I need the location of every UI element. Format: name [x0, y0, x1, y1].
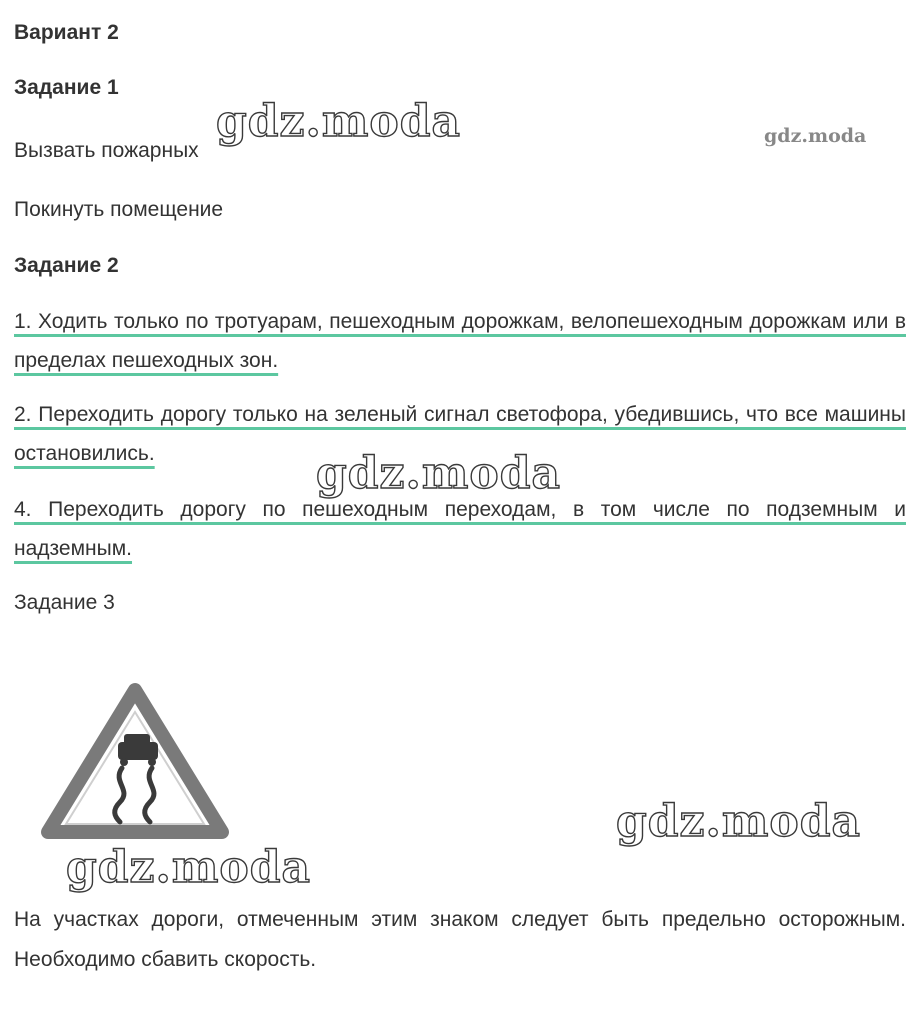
task2-item-2-text: 2. Переходить дорогу только на зеленый сигнал светофора, убедившись, что все машины остановились. [14, 403, 906, 465]
variant-title: Вариант 2 [14, 21, 119, 44]
watermark-logo: gdz.moda [316, 448, 562, 499]
task1-item-2: Покинуть помещение [14, 198, 224, 221]
slippery-road-sign-icon [40, 682, 230, 842]
task2-heading: Задание 2 [14, 254, 119, 277]
task2-item-1-text: 1. Ходить только по тротуарам, пешеходным дорожкам, велопешеходным дорожкам или в пределах пешеходных зон. [14, 310, 906, 372]
task2-item-3 [14, 490, 906, 568]
task1-item-1: Вызвать пожарных [14, 139, 199, 162]
watermark-logo: gdz.moda [216, 96, 462, 147]
task3-answer: На участках дороги, отмеченным этим знаком следует быть предельно осторожным. Необходимо сбавить скорость. [14, 908, 906, 971]
watermark-logo: gdz.moda [616, 796, 862, 847]
watermark-logo: gdz.moda [66, 842, 312, 893]
task2-item-3-text: 4. Переходить дорогу по пешеходным переходам, в том числе по подземным и надземным. [14, 498, 906, 560]
task2-item-1 [14, 302, 906, 380]
task3-heading: Задание 3 [14, 591, 115, 614]
watermark-logo-small: gdz.moda [764, 125, 867, 147]
task1-heading: Задание 1 [14, 76, 119, 99]
